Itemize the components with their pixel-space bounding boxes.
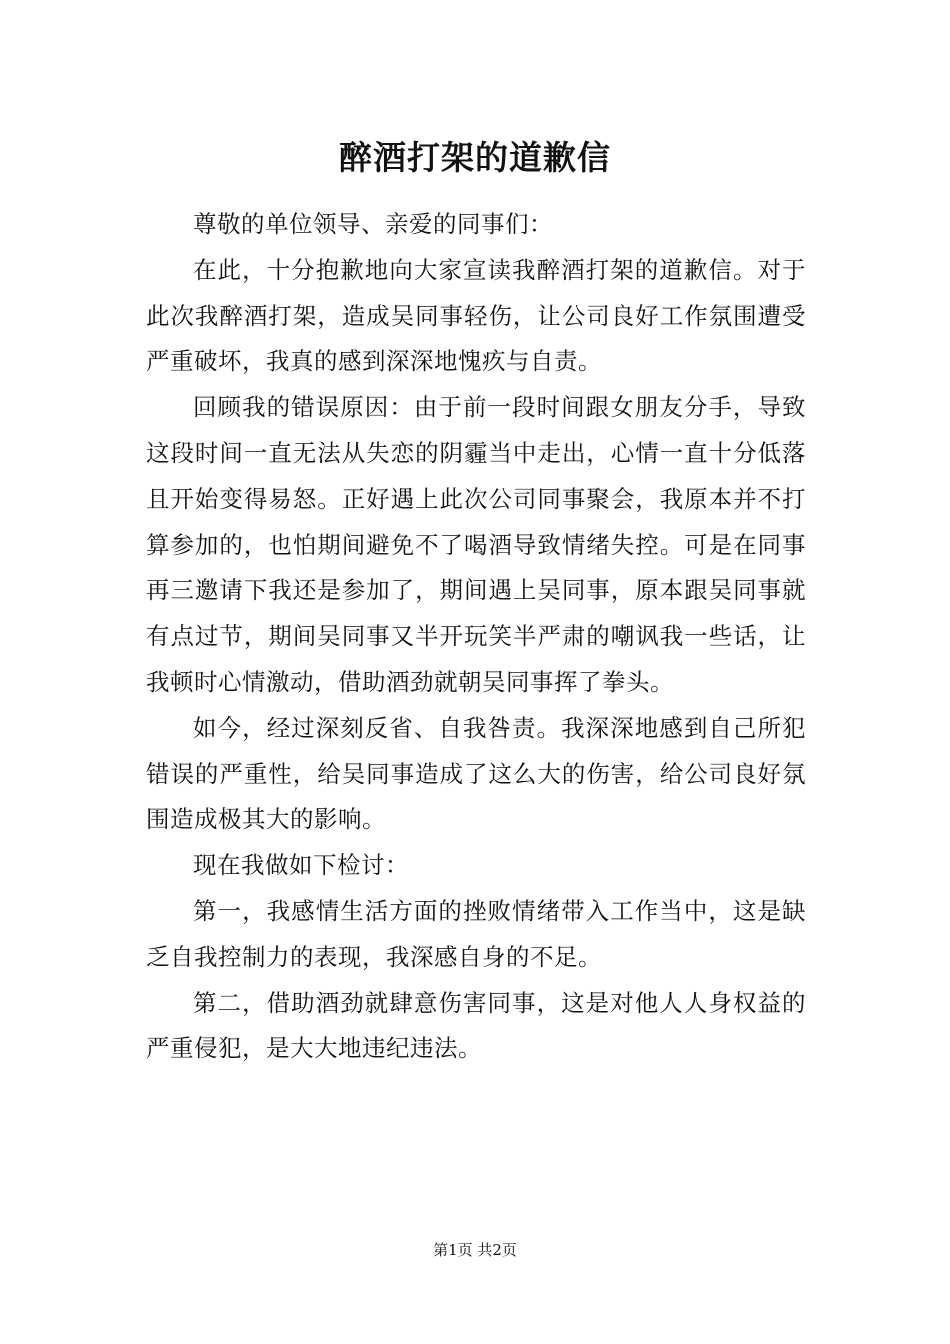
paragraph-point-two: 第二，借助酒劲就肆意伤害同事，这是对他人人身权益的严重侵犯，是大大地违纪违法。	[146, 988, 806, 1063]
document-body	[146, 202, 806, 1072]
paragraph-reflection: 如今，经过深刻反省、自我咎责。我深深地感到自己所犯错误的严重性，给吴同事造成了这么大的伤害，给公司良好氛围造成极其大的影响。	[146, 713, 806, 834]
paragraph-review-heading: 现在我做如下检讨：	[193, 851, 409, 880]
page-number-footer: 第1页 共2页	[433, 1241, 517, 1259]
paragraph-intro: 在此，十分抱歉地向大家宣读我醉酒打架的道歉信。对于此次我醉酒打架，造成吴同事轻伤，让公司良好工作氛围遭受严重破坏，我真的感到深深地愧疚与自责。	[146, 255, 806, 376]
paragraph-point-one: 第一，我感情生活方面的挫败情绪带入工作当中，这是缺乏自我控制力的表现，我深感自身的不足。	[146, 896, 806, 971]
paragraph-reasons: 回顾我的错误原因：由于前一段时间跟女朋友分手，导致这段时间一直无法从失恋的阴霾当中走出，心情一直十分低落且开始变得易怒。正好遇上此次公司同事聚会，我原本并不打算参加的，也怕期间避免不了喝酒导致情绪失控。可是在同事再三邀请下我还是参加了，期间遇上吴同事，原本跟吴同事就有点过节，期间吴同事又半开玩笑半严肃的嘲讽我一些话，让我顿时心情激动，借助酒劲就朝吴同事挥了拳头。	[146, 393, 806, 696]
document-title: 醉酒打架的道歉信	[339, 138, 611, 177]
salutation: 尊敬的单位领导、亲爱的同事们：	[193, 210, 553, 238]
